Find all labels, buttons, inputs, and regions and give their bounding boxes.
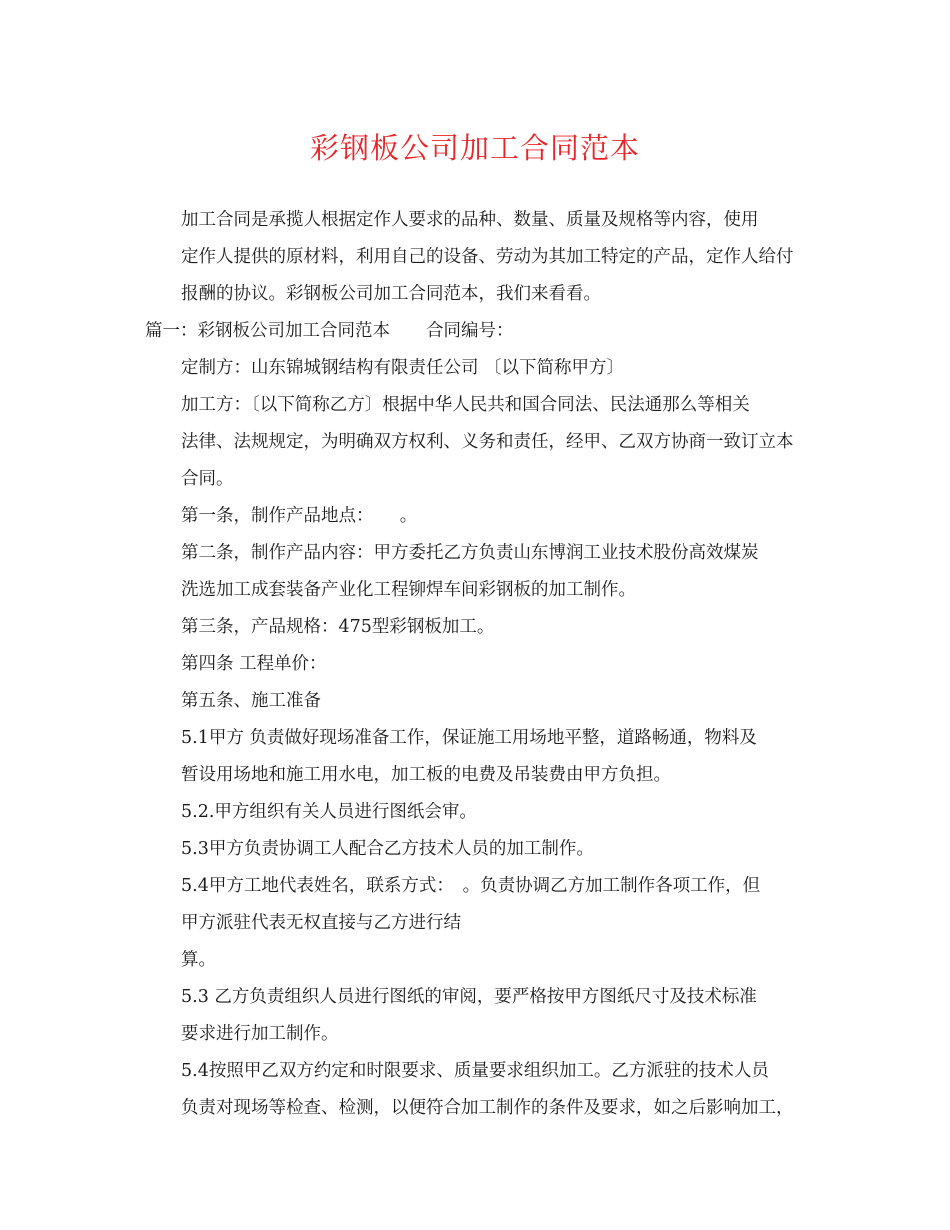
text-line: 第三条，产品规格：475型彩钢板加工。: [181, 617, 495, 637]
clause-5-2: [145, 794, 807, 831]
text-line: 第二条，制作产品内容：甲方委托乙方负责山东博润工业技术股份高效煤炭: [181, 543, 759, 563]
text-line: 5.1甲方 负责做好现场准备工作，保证施工用场地平整，道路畅通，物料及: [181, 728, 757, 748]
text-line: 第一条，制作产品地点： 。: [181, 506, 418, 526]
text-line: 定制方：山东锦城钢结构有限责任公司 〔以下简称甲方〕: [181, 358, 625, 378]
text-line: 定作人提供的原材料，利用自己的设备、劳动为其加工特定的产品，定作人给付: [181, 247, 794, 267]
article-3: [145, 609, 807, 646]
text-line: 第四条 工程单价：: [181, 654, 327, 674]
text-line: 算。: [181, 950, 216, 970]
text-line: 第五条、施工准备: [181, 691, 321, 711]
text-line: 5.3 乙方负责组织人员进行图纸的审阅，要严格按甲方图纸尺寸及技术标准: [181, 987, 757, 1007]
section-heading: 篇一：彩钢板公司加工合同范本: [145, 321, 390, 341]
document-title: 彩钢板公司加工合同范本: [309, 131, 640, 165]
intro-paragraph: [145, 202, 807, 313]
text-line: 5.2.甲方组织有关人员进行图纸会审。: [181, 802, 477, 822]
text-line: 要求进行加工制作。: [181, 1024, 339, 1044]
text-line: 5.4甲方工地代表姓名，联系方式： 。负责协调乙方加工制作各项工作，但: [181, 876, 761, 896]
article-5: [145, 683, 807, 720]
clause-5-3: [145, 831, 807, 868]
document-body: [145, 202, 807, 1127]
section-heading-line: [145, 313, 807, 350]
text-line: 甲方派驻代表无权直接与乙方进行结: [181, 913, 461, 933]
article-1: [145, 498, 807, 535]
article-2: [145, 535, 807, 609]
text-line: 5.3甲方负责协调工人配合乙方技术人员的加工制作。: [181, 839, 594, 859]
text-line: 加工方：〔以下简称乙方〕根据中华人民共和国合同法、民法通那么等相关: [181, 395, 750, 415]
article-4: [145, 646, 807, 683]
contract-number-label: 合同编号：: [426, 321, 514, 341]
text-line: 报酬的协议。彩钢板公司加工合同范本，我们来看看。: [181, 284, 601, 304]
text-line: 加工合同是承揽人根据定作人要求的品种、数量、质量及规格等内容，使用: [181, 210, 759, 230]
party-b-paragraph: [145, 387, 807, 498]
clause-5-4: [145, 868, 807, 942]
text-line: 法律、法规规定，为明确双方权利、义务和责任，经甲、乙双方协商一致订立本: [181, 432, 794, 452]
text-line: 负责对现场等检查、检测，以便符合加工制作的条件及要求，如之后影响加工，: [181, 1098, 794, 1118]
text-line: 洗选加工成套装备产业化工程铆焊车间彩钢板的加工制作。: [181, 580, 636, 600]
text-line: 暂设用场地和施工用水电，加工板的电费及吊装费由甲方负担。: [181, 765, 671, 785]
clause-5-3-b: [145, 979, 807, 1053]
party-a-paragraph: [145, 350, 807, 387]
text-line: 合同。: [181, 469, 234, 489]
text-line: 5.4按照甲乙双方约定和时限要求、质量要求组织加工。乙方派驻的技术人员: [181, 1061, 769, 1081]
clause-5-4-tail: [145, 942, 807, 979]
clause-5-4-b: [145, 1053, 807, 1127]
clause-5-1: [145, 720, 807, 794]
